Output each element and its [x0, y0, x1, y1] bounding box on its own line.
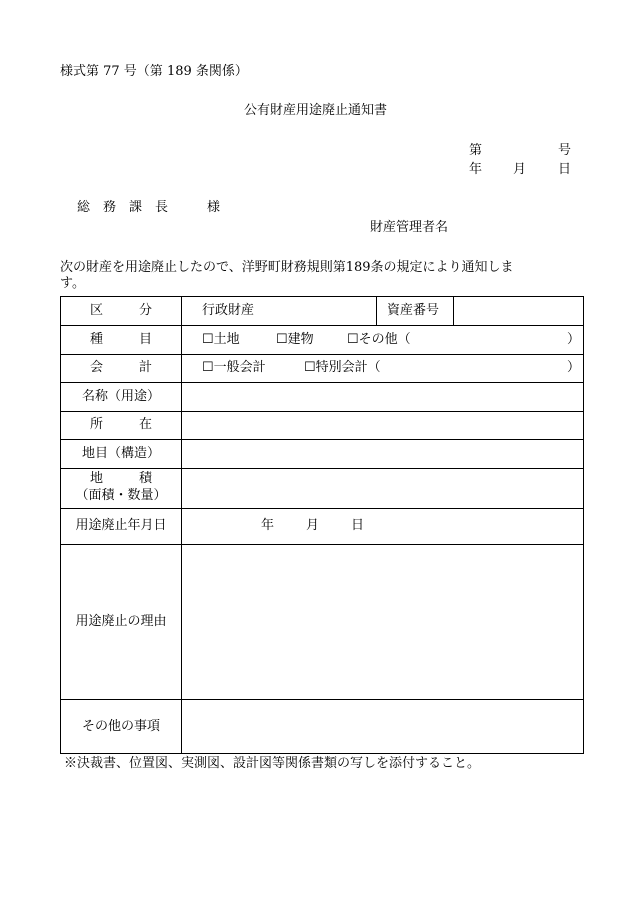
other-matters-label: その他の事項 — [81, 719, 160, 734]
other-type-checkbox[interactable]: ☐その他（ — [347, 332, 411, 347]
abolish-date-year: 年 — [261, 518, 275, 533]
location-label: 所 在 — [90, 417, 152, 432]
chimoku-label: 地目（構造） — [81, 446, 160, 461]
body-text-line1: 次の財産を用途廃止したので、洋野町財務規則第189条の規定により通知しま — [60, 260, 514, 275]
reason-label: 用途廃止の理由 — [75, 614, 167, 629]
name-field[interactable] — [182, 383, 583, 411]
area-label-bottom: （面積・数量） — [75, 488, 167, 503]
doc-number-prefix: 第 — [469, 143, 483, 158]
other-matters-field[interactable] — [182, 700, 583, 753]
form-number: 様式第 77 号（第 189 条関係） — [60, 64, 248, 79]
general-account-checkbox[interactable]: ☐一般会計 — [202, 360, 266, 375]
abolish-date-day: 日 — [351, 518, 365, 533]
location-field[interactable] — [182, 412, 583, 439]
date-day: 日 — [558, 162, 572, 177]
abolish-date-month: 月 — [306, 518, 320, 533]
body-text-line2: す。 — [60, 276, 85, 291]
area-label-top: 地 積 — [90, 471, 152, 486]
other-type-close-paren: ） — [567, 332, 581, 347]
building-checkbox[interactable]: ☐建物 — [276, 332, 314, 347]
special-account-close-paren: ） — [567, 360, 581, 375]
footnote: ※決裁書、位置図、実測図、設計図等関係書類の写しを添付すること。 — [64, 756, 481, 771]
land-checkbox[interactable]: ☐土地 — [202, 332, 240, 347]
reason-field[interactable] — [182, 545, 583, 699]
addressee: 総 務 課 長 様 — [77, 200, 221, 215]
kubun-value: 行政財産 — [202, 303, 255, 318]
sender-label: 財産管理者名 — [370, 220, 449, 235]
chimoku-field[interactable] — [182, 440, 583, 468]
asset-number-label: 資産番号 — [387, 303, 440, 318]
special-account-checkbox[interactable]: ☐特別会計（ — [304, 360, 381, 375]
date-month: 月 — [513, 162, 527, 177]
abolish-date-label: 用途廃止年月日 — [75, 518, 167, 533]
document-title: 公有財産用途廃止通知書 — [244, 103, 388, 118]
area-field[interactable] — [182, 469, 583, 508]
doc-number-suffix: 号 — [558, 143, 572, 158]
kaikei-label: 会 計 — [90, 360, 152, 375]
shumoku-label: 種 目 — [90, 332, 152, 347]
asset-number-field[interactable] — [454, 297, 583, 325]
kubun-label: 区 分 — [90, 303, 152, 318]
date-year: 年 — [469, 162, 483, 177]
name-label: 名称（用途） — [81, 389, 160, 404]
property-form-table — [60, 296, 584, 754]
